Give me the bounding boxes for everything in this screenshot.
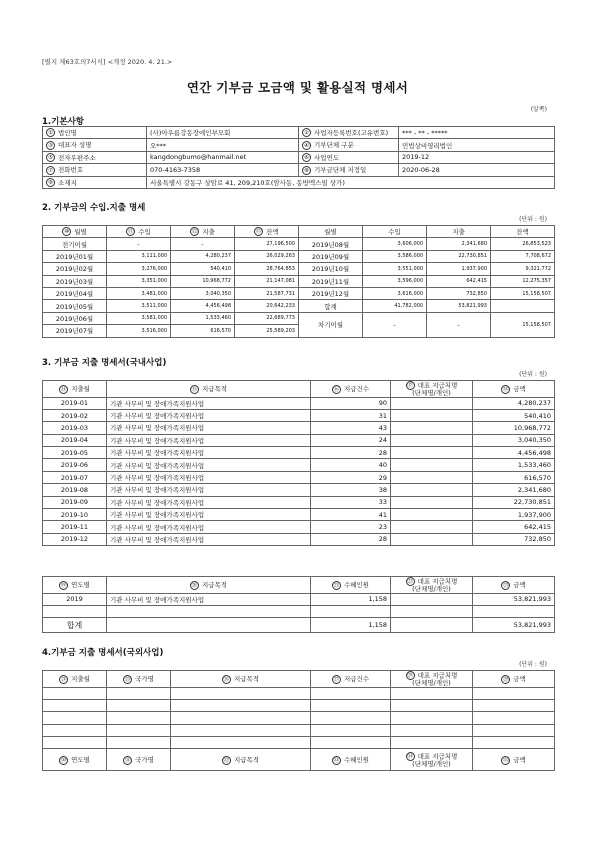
circled-number: ㉙: [502, 676, 509, 683]
header-amount: 금액: [513, 756, 526, 765]
month-cell: 2019-10: [43, 509, 107, 521]
recipient-cell: [391, 422, 473, 434]
balance-cell: 27,196,500: [235, 238, 299, 250]
income-expense-header: [43, 226, 555, 238]
amount-cell: 3,040,350: [473, 434, 555, 446]
circled-number: ㉖: [223, 676, 230, 683]
circled-number: ㉕: [124, 676, 131, 683]
circled-number: ㉗: [333, 676, 340, 683]
basic-info-row: [43, 139, 555, 151]
circled-number: ⑰: [407, 383, 413, 389]
purpose-cell: 기관 사무비 및 장애가족지원사업: [107, 397, 311, 409]
balance-cell: 26,853,523: [491, 238, 555, 250]
expense-cell: 1,533,460: [171, 312, 235, 324]
recipient-cell: [391, 397, 473, 409]
expense-cell: 10,968,772: [171, 275, 235, 287]
balance-cell: 21,147,081: [235, 275, 299, 287]
basic-info-row: [43, 127, 555, 139]
income-cell: -: [363, 312, 427, 337]
circled-number: ③: [46, 141, 55, 150]
month-cell: 2019년12월: [299, 287, 363, 299]
header-recipient-sub: (단체명/개인): [412, 389, 451, 397]
overseas-blank-row: [43, 712, 555, 724]
overseas-expense-header: [43, 671, 555, 688]
total-label: 합계: [43, 618, 107, 633]
header-expense-month: 지출월: [71, 675, 90, 683]
domestic-expense-row: [43, 496, 555, 508]
expense-cell: 616,570: [171, 325, 235, 337]
recipient-cell: [391, 509, 473, 521]
header-recipient-sub: (단체명/개인): [412, 679, 451, 687]
month-cell: 전기이월: [43, 238, 107, 250]
income-cell: 3,616,000: [363, 287, 427, 299]
circled-number: ㉜: [223, 757, 230, 764]
amount-cell: 732,850: [473, 533, 555, 545]
month-cell: 2019-05: [43, 447, 107, 459]
count-cell: 28: [311, 447, 391, 459]
purpose-cell: 기관 사무비 및 장애가족지원사업: [107, 533, 311, 545]
header-purpose: 지급목적: [233, 756, 260, 765]
header-year: 연도별: [71, 756, 90, 765]
circled-number: ⑬: [255, 229, 262, 236]
domestic-expense-row: [43, 509, 555, 521]
total-beneficiaries: 1,158: [311, 618, 391, 633]
circled-number: ㉔: [60, 676, 67, 683]
expense-cell: 732,850: [427, 287, 491, 299]
overseas-blank-row: [43, 737, 555, 749]
month-cell: 2019년06월: [43, 312, 107, 324]
purpose-cell: 기관 사무비 및 장애가족지원사업: [107, 434, 311, 446]
domestic-expense-row: [43, 422, 555, 434]
income-cell: 3,276,000: [107, 263, 171, 275]
circled-number: ⑮: [191, 386, 198, 393]
field-value: (사)아우름강동장애인부모회: [147, 127, 299, 139]
field-label-text: 사업연도: [314, 153, 340, 162]
header-country: 국가명: [135, 756, 154, 765]
circled-number: ⑦: [46, 166, 55, 175]
purpose-cell: 기관 사무비 및 장애가족지원사업: [107, 509, 311, 521]
purpose-cell: 기관 사무비 및 장애가족지원사업: [107, 471, 311, 483]
header-recipient-sub: (단체명/개인): [412, 585, 451, 593]
header-purpose: 지급목적: [201, 385, 228, 393]
header-count: 지급건수: [343, 675, 370, 683]
amount-cell: 22,730,851: [473, 496, 555, 508]
overseas-blank-row: [43, 699, 555, 711]
circled-number: ⑭: [60, 386, 67, 393]
circled-number: ㉒: [407, 579, 413, 585]
month-cell: 2019년11월: [299, 275, 363, 287]
header-balance-2: 잔액: [491, 226, 555, 238]
circled-number: ㉘: [407, 673, 413, 679]
recipient-cell: [391, 593, 473, 605]
recipient-cell: [391, 459, 473, 471]
field-label: [299, 139, 399, 151]
domestic-expense-row: [43, 409, 555, 421]
count-cell: 28: [311, 533, 391, 545]
income-expense-row: [43, 312, 555, 324]
expense-cell: 540,410: [171, 263, 235, 275]
count-cell: 41: [311, 509, 391, 521]
overseas-yearly-header: [43, 749, 555, 771]
domestic-expense-row: [43, 397, 555, 409]
month-cell: 2019-08: [43, 484, 107, 496]
empty-cell: [391, 618, 473, 633]
recipient-cell: [391, 409, 473, 421]
circled-number: ⑳: [191, 582, 198, 589]
balance-cell: 28,764,853: [235, 263, 299, 275]
count-cell: 23: [311, 521, 391, 533]
field-label-text: 소재지: [58, 178, 77, 187]
basic-info-row: [43, 151, 555, 163]
domestic-total-row: [43, 618, 555, 633]
count-cell: 90: [311, 397, 391, 409]
expense-cell: 4,280,237: [171, 250, 235, 262]
circled-number: ⑱: [502, 386, 509, 393]
overseas-blank-row: [43, 724, 555, 736]
circled-number: ㉑: [333, 582, 340, 589]
month-cell: 2019-06: [43, 459, 107, 471]
purpose-cell: 기관 사무비 및 장애가족지원사업: [107, 496, 311, 508]
field-label-text: 사업자등록번호(고유번호): [314, 128, 389, 137]
expense-cell: 4,456,498: [171, 300, 235, 312]
field-label: [43, 164, 147, 176]
purpose-cell: 기관 사무비 및 장애가족지원사업: [107, 521, 311, 533]
purpose-cell: 기관 사무비 및 장애가족지원사업: [107, 422, 311, 434]
expense-cell: 2,341,680: [427, 238, 491, 250]
purpose-cell: 기관 사무비 및 장애가족지원사업: [107, 593, 311, 605]
basic-info-row: [43, 164, 555, 176]
field-label: [299, 127, 399, 139]
header-amount: 금액: [513, 385, 526, 393]
front-side-label: (앞쪽): [530, 106, 547, 113]
field-value: *** - ** - *****: [399, 127, 555, 139]
empty-cell: [107, 618, 311, 633]
domestic-expense-row: [43, 471, 555, 483]
count-cell: 33: [311, 496, 391, 508]
header-balance: 잔액: [266, 227, 279, 236]
purpose-cell: 기관 사무비 및 장애가족지원사업: [107, 447, 311, 459]
section-3-unit: (단위 : 원): [519, 371, 547, 378]
domestic-blank-row: [43, 605, 555, 617]
balance-cell: 15,158,507: [491, 312, 555, 337]
amount-cell: 540,410: [473, 409, 555, 421]
amount-cell: 53,821,993: [473, 593, 555, 605]
count-cell: 31: [311, 409, 391, 421]
month-cell: 2019년01월: [43, 250, 107, 262]
circled-number: ⑩: [62, 227, 71, 236]
amount-cell: 1,937,900: [473, 509, 555, 521]
circled-number: ㉞: [407, 754, 413, 761]
income-cell: 3,586,000: [363, 250, 427, 262]
count-cell: 38: [311, 484, 391, 496]
circled-number: ⑲: [60, 582, 67, 589]
carryover-label: 차기이월: [299, 312, 363, 337]
balance-cell: 9,321,772: [491, 263, 555, 275]
recipient-cell: [391, 447, 473, 459]
domestic-expense-row: [43, 521, 555, 533]
income-cell: 3,351,000: [107, 275, 171, 287]
field-value: 민법상비영리법인: [399, 139, 555, 151]
month-cell: 2019-01: [43, 397, 107, 409]
income-cell: -: [107, 238, 171, 250]
balance-cell: 22,689,773: [235, 312, 299, 324]
field-label-text: 기부단체 구분: [314, 141, 354, 150]
recipient-cell: [391, 434, 473, 446]
document-title: 연간 기부금 모금액 및 활용실적 명세서: [186, 80, 409, 95]
balance-cell: 26,029,263: [235, 250, 299, 262]
income-expense-row: [43, 250, 555, 262]
domestic-yearly-header: [43, 577, 555, 594]
domestic-expense-row: [43, 484, 555, 496]
circled-number: ㉟: [502, 757, 509, 764]
income-expense-table: [42, 225, 555, 338]
income-expense-row: [43, 287, 555, 299]
field-value: kangdongbumo@hanmail.net: [147, 151, 299, 163]
header-recipient: 대표 지급처명: [417, 752, 458, 761]
section-4-title: 4.기부금 지출 명세서(국외사업): [42, 648, 164, 658]
expense-cell: 53,821,993: [427, 300, 491, 312]
income-expense-row: [43, 238, 555, 250]
circled-number: ㉓: [502, 582, 509, 589]
circled-number: ㉛: [124, 757, 131, 764]
address-value: 서울특별시 강동구 상암로 41, 209,210호(암사동, 동방멕스빌 상가): [147, 176, 555, 188]
month-cell: 2019년07월: [43, 325, 107, 337]
balance-cell: [491, 300, 555, 312]
field-label: [43, 139, 147, 151]
domestic-expense-header: [43, 381, 555, 398]
balance-cell: 15,158,507: [491, 287, 555, 299]
beneficiaries-cell: 1,158: [311, 593, 391, 605]
expense-cell: 642,415: [427, 275, 491, 287]
income-cell: 41,782,000: [363, 300, 427, 312]
header-month: 월별: [74, 227, 87, 236]
income-expense-row: [43, 263, 555, 275]
overseas-blank-row: [43, 687, 555, 699]
header-year: 연도별: [71, 581, 90, 589]
income-expense-row: [43, 275, 555, 287]
address-row: [43, 176, 555, 188]
income-cell: 3,516,000: [107, 325, 171, 337]
purpose-cell: 기관 사무비 및 장애가족지원사업: [107, 409, 311, 421]
field-label-text: 전화번호: [58, 166, 84, 175]
amount-cell: 4,456,498: [473, 447, 555, 459]
field-label-text: 전자우편주소: [58, 153, 96, 162]
header-expense-2: 지출: [427, 226, 491, 238]
header-income-2: 수입: [363, 226, 427, 238]
header-expense: 지출: [202, 227, 215, 236]
balance-cell: 7,708,672: [491, 250, 555, 262]
header-month-2: 월별: [299, 226, 363, 238]
month-cell: 2019년05월: [43, 300, 107, 312]
circled-number: ⑨: [46, 178, 55, 187]
domestic-expense-row: [43, 533, 555, 545]
field-value: 070-4163-7358: [147, 164, 299, 176]
domestic-expense-table: [42, 380, 555, 546]
header-amount: 금액: [513, 581, 526, 589]
count-cell: 29: [311, 471, 391, 483]
month-cell: 2019-07: [43, 471, 107, 483]
field-label: [43, 127, 147, 139]
header-count: 지급건수: [343, 385, 370, 393]
header-purpose: 지급목적: [233, 675, 260, 683]
domestic-yearly-row: [43, 593, 555, 605]
circled-number: ㉝: [333, 757, 340, 764]
field-value: 2020-06-28: [399, 164, 555, 176]
month-cell: 2019-03: [43, 422, 107, 434]
domestic-expense-row: [43, 459, 555, 471]
amount-cell: 642,415: [473, 521, 555, 533]
amount-cell: 2,341,680: [473, 484, 555, 496]
month-cell: 2019년08월: [299, 238, 363, 250]
income-cell: 3,606,000: [363, 238, 427, 250]
header-beneficiaries: 수혜인원: [343, 581, 370, 589]
income-cell: 3,551,000: [363, 263, 427, 275]
section-2-title: 2. 기부금의 수입.지출 명세: [42, 203, 146, 213]
total-amount: 53,821,993: [473, 618, 555, 633]
balance-cell: 21,587,731: [235, 287, 299, 299]
domestic-yearly-table: [42, 576, 555, 633]
circled-number: ㉚: [60, 757, 67, 764]
form-number: [별지 제63호의7서식] <개정 2020. 4. 21.>: [42, 58, 173, 66]
header-recipient-sub: (단체명/개인): [412, 760, 451, 769]
month-cell: 2019년03월: [43, 275, 107, 287]
field-label-text: 법인명: [58, 128, 77, 137]
header-recipient: 대표 지급처명: [417, 671, 458, 680]
circled-number: ⑤: [46, 153, 55, 162]
circled-number: ⑥: [302, 153, 311, 162]
balance-cell: 20,642,233: [235, 300, 299, 312]
domestic-expense-row: [43, 434, 555, 446]
section-1-title: 1.기본사항: [42, 117, 84, 127]
month-cell: 2019-09: [43, 496, 107, 508]
month-cell: 2019-02: [43, 409, 107, 421]
count-cell: 24: [311, 434, 391, 446]
month-cell: 2019년09월: [299, 250, 363, 262]
section-4-unit: (단위 : 원): [519, 661, 547, 668]
header-beneficiaries: 수혜인원: [343, 756, 370, 765]
amount-cell: 4,280,237: [473, 397, 555, 409]
circled-number: ⑪: [127, 229, 134, 236]
field-label: [43, 176, 147, 188]
month-cell: 2019-12: [43, 533, 107, 545]
year-cell: 2019: [43, 593, 107, 605]
header-recipient: 대표 지급처명: [417, 577, 458, 586]
domestic-expense-row: [43, 447, 555, 459]
header-country: 국가명: [135, 675, 154, 683]
month-cell: 2019-11: [43, 521, 107, 533]
circled-number: ①: [46, 128, 55, 137]
expense-cell: -: [427, 312, 491, 337]
amount-cell: 10,968,772: [473, 422, 555, 434]
income-cell: 3,511,000: [107, 300, 171, 312]
field-label-text: 대표자 성명: [58, 141, 92, 150]
income-cell: 3,481,000: [107, 287, 171, 299]
field-label: [299, 151, 399, 163]
field-label: [43, 151, 147, 163]
header-recipient: 대표 지급처명: [417, 381, 458, 390]
purpose-cell: 기관 사무비 및 장애가족지원사업: [107, 484, 311, 496]
expense-cell: 3,040,350: [171, 287, 235, 299]
balance-cell: 25,589,203: [235, 325, 299, 337]
header-purpose: 지급목적: [201, 581, 228, 589]
balance-cell: 12,275,357: [491, 275, 555, 287]
expense-cell: 1,937,900: [427, 263, 491, 275]
month-cell: 2019년04월: [43, 287, 107, 299]
month-cell: 2019-04: [43, 434, 107, 446]
amount-cell: 616,570: [473, 471, 555, 483]
field-label: [299, 164, 399, 176]
recipient-cell: [391, 484, 473, 496]
field-label-text: 기부금단체 지정일: [314, 166, 367, 175]
circled-number: ⑫: [191, 229, 198, 236]
count-cell: 40: [311, 459, 391, 471]
count-cell: 43: [311, 422, 391, 434]
header-income: 수입: [138, 227, 151, 236]
header-expense-month: 지출월: [71, 385, 90, 393]
amount-cell: 1,533,460: [473, 459, 555, 471]
circled-number: ②: [302, 128, 311, 137]
purpose-cell: 기관 사무비 및 장애가족지원사업: [107, 459, 311, 471]
field-value: 2019-12: [399, 151, 555, 163]
expense-cell: -: [171, 238, 235, 250]
circled-number: ⑯: [333, 386, 340, 393]
month-cell: 합계: [299, 300, 363, 312]
header-amount: 금액: [513, 675, 526, 683]
income-cell: 3,596,000: [363, 275, 427, 287]
basic-info-table: [42, 126, 555, 189]
circled-number: ④: [302, 141, 311, 150]
overseas-expense-table: [42, 670, 555, 771]
recipient-cell: [391, 533, 473, 545]
recipient-cell: [391, 471, 473, 483]
month-cell: 2019년02월: [43, 263, 107, 275]
field-value: 오***: [147, 139, 299, 151]
recipient-cell: [391, 521, 473, 533]
income-cell: 3,581,000: [107, 312, 171, 324]
section-3-title: 3. 기부금 지출 명세서(국내사업): [42, 358, 167, 368]
circled-number: ⑧: [302, 166, 311, 175]
expense-cell: 22,730,851: [427, 250, 491, 262]
recipient-cell: [391, 496, 473, 508]
section-2-unit: (단위 : 원): [519, 216, 547, 223]
income-cell: 3,111,000: [107, 250, 171, 262]
month-cell: 2019년10월: [299, 263, 363, 275]
income-expense-row: [43, 300, 555, 312]
